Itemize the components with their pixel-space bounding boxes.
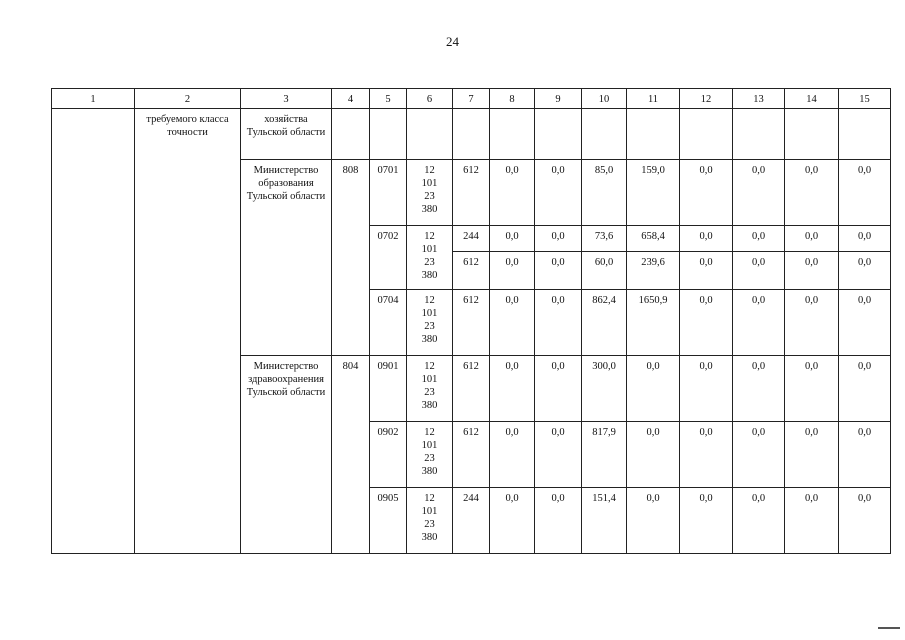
- value-cell-c8: 0,0: [490, 290, 535, 356]
- value-cell-c11: 658,4: [627, 226, 680, 252]
- column-number-1: 1: [52, 89, 135, 109]
- value-cell-c12: 0,0: [680, 252, 733, 290]
- column-number-4: 4: [332, 89, 370, 109]
- target-article-part: 101: [421, 506, 438, 517]
- target-article-part: 12: [424, 361, 435, 372]
- value-cell-c11: 0,0: [627, 488, 680, 554]
- value-cell-c11: 0,0: [627, 356, 680, 422]
- value-cell-c7: 612: [453, 422, 490, 488]
- column-number-5: 5: [370, 89, 407, 109]
- target-article-part: 101: [421, 308, 438, 319]
- value-cell-c10: 85,0: [582, 160, 627, 226]
- target-article-part: 380: [421, 400, 438, 411]
- value-cell-c13: 0,0: [733, 356, 785, 422]
- value-cell-c9: 0,0: [535, 290, 582, 356]
- target-article-part: 23: [424, 321, 435, 332]
- empty-cell: [535, 109, 582, 160]
- target-article-part: 12: [424, 493, 435, 504]
- value-cell-c7: 244: [453, 488, 490, 554]
- column-number-12: 12: [680, 89, 733, 109]
- value-cell-c8: 0,0: [490, 252, 535, 290]
- value-cell-c11: 239,6: [627, 252, 680, 290]
- value-cell-c8: 0,0: [490, 488, 535, 554]
- value-cell-c12: 0,0: [680, 290, 733, 356]
- organization-cell: Министерство здравоохранения Тульской области: [241, 356, 332, 554]
- value-cell-c15: 0,0: [839, 290, 891, 356]
- value-cell-c10: 300,0: [582, 356, 627, 422]
- value-cell-c15: 0,0: [839, 160, 891, 226]
- value-cell-c10: 60,0: [582, 252, 627, 290]
- page-number: 24: [446, 34, 459, 49]
- value-cell-c13: 0,0: [733, 226, 785, 252]
- header-row: [52, 89, 891, 109]
- target-article-cell: [407, 422, 453, 488]
- value-cell-c11: 1650,9: [627, 290, 680, 356]
- target-article-cell: [407, 488, 453, 554]
- value-cell-c11: 0,0: [627, 422, 680, 488]
- column-number-15: 15: [839, 89, 891, 109]
- value-cell-c14: 0,0: [785, 290, 839, 356]
- value-cell-c8: 0,0: [490, 226, 535, 252]
- value-cell-c12: 0,0: [680, 356, 733, 422]
- section-code-cell: 0901: [370, 356, 407, 422]
- value-cell-c9: 0,0: [535, 422, 582, 488]
- empty-cell: [839, 109, 891, 160]
- value-cell-c9: 0,0: [535, 160, 582, 226]
- organization-cell: Министерство образования Тульской области: [241, 160, 332, 356]
- target-article-part: 23: [424, 387, 435, 398]
- target-article-part: 101: [421, 374, 438, 385]
- column-number-10: 10: [582, 89, 627, 109]
- empty-cell: [332, 109, 370, 160]
- organization-cell: хозяйства Тульской области: [241, 109, 332, 160]
- column-number-11: 11: [627, 89, 680, 109]
- empty-cell: [407, 109, 453, 160]
- target-article-part: 380: [421, 466, 438, 477]
- value-cell-c14: 0,0: [785, 226, 839, 252]
- column-number-3: 3: [241, 89, 332, 109]
- column-number-14: 14: [785, 89, 839, 109]
- target-article-part: 12: [424, 427, 435, 438]
- target-article-part: 23: [424, 519, 435, 530]
- value-cell-c13: 0,0: [733, 422, 785, 488]
- target-article-part: 380: [421, 204, 438, 215]
- value-cell-c9: 0,0: [535, 226, 582, 252]
- value-cell-c13: 0,0: [733, 160, 785, 226]
- target-article-cell: [407, 356, 453, 422]
- target-article-part: 12: [424, 231, 435, 242]
- value-cell-c12: 0,0: [680, 226, 733, 252]
- column-1-cell: [52, 109, 135, 554]
- value-cell-c13: 0,0: [733, 488, 785, 554]
- value-cell-c7: 244: [453, 226, 490, 252]
- target-article-cell: [407, 160, 453, 226]
- value-cell-c10: 862,4: [582, 290, 627, 356]
- value-cell-c13: 0,0: [733, 252, 785, 290]
- target-article-part: 380: [421, 334, 438, 345]
- value-cell-c14: 0,0: [785, 488, 839, 554]
- value-cell-c15: 0,0: [839, 422, 891, 488]
- value-cell-c9: 0,0: [535, 488, 582, 554]
- value-cell-c13: 0,0: [733, 290, 785, 356]
- target-article-part: 12: [424, 295, 435, 306]
- value-cell-c10: 151,4: [582, 488, 627, 554]
- value-cell-c10: 73,6: [582, 226, 627, 252]
- value-cell-c9: 0,0: [535, 252, 582, 290]
- empty-cell: [627, 109, 680, 160]
- value-cell-c14: 0,0: [785, 422, 839, 488]
- section-code-cell: 0905: [370, 488, 407, 554]
- target-article-part: 380: [421, 532, 438, 543]
- value-cell-c11: 159,0: [627, 160, 680, 226]
- value-cell-c14: 0,0: [785, 356, 839, 422]
- section-code-cell: 0701: [370, 160, 407, 226]
- value-cell-c7: 612: [453, 290, 490, 356]
- value-cell-c12: 0,0: [680, 488, 733, 554]
- target-article-part: 23: [424, 191, 435, 202]
- value-cell-c14: 0,0: [785, 160, 839, 226]
- table-row: [52, 109, 891, 160]
- value-cell-c9: 0,0: [535, 356, 582, 422]
- target-article-part: 23: [424, 453, 435, 464]
- target-article-part: 101: [421, 440, 438, 451]
- ministry-code-cell: 804: [332, 356, 370, 554]
- value-cell-c7: 612: [453, 160, 490, 226]
- work-description-cell: требуемого класса точности: [135, 109, 241, 554]
- empty-cell: [582, 109, 627, 160]
- value-cell-c12: 0,0: [680, 160, 733, 226]
- section-code-cell: 0702: [370, 226, 407, 290]
- column-number-8: 8: [490, 89, 535, 109]
- empty-cell: [680, 109, 733, 160]
- section-code-cell: 0704: [370, 290, 407, 356]
- value-cell-c12: 0,0: [680, 422, 733, 488]
- target-article-part: 101: [421, 178, 438, 189]
- budget-table: [51, 88, 891, 554]
- section-code-cell: 0902: [370, 422, 407, 488]
- column-number-13: 13: [733, 89, 785, 109]
- value-cell-c15: 0,0: [839, 356, 891, 422]
- empty-cell: [733, 109, 785, 160]
- target-article-part: 12: [424, 165, 435, 176]
- target-article-cell: [407, 226, 453, 290]
- empty-cell: [785, 109, 839, 160]
- empty-cell: [490, 109, 535, 160]
- value-cell-c8: 0,0: [490, 356, 535, 422]
- value-cell-c8: 0,0: [490, 422, 535, 488]
- target-article-part: 380: [421, 270, 438, 281]
- column-number-7: 7: [453, 89, 490, 109]
- target-article-cell: [407, 290, 453, 356]
- value-cell-c15: 0,0: [839, 226, 891, 252]
- column-number-6: 6: [407, 89, 453, 109]
- empty-cell: [453, 109, 490, 160]
- ministry-code-cell: 808: [332, 160, 370, 356]
- page-edge-mark: [878, 627, 900, 629]
- value-cell-c14: 0,0: [785, 252, 839, 290]
- value-cell-c7: 612: [453, 356, 490, 422]
- value-cell-c8: 0,0: [490, 160, 535, 226]
- column-number-2: 2: [135, 89, 241, 109]
- value-cell-c7: 612: [453, 252, 490, 290]
- value-cell-c15: 0,0: [839, 252, 891, 290]
- value-cell-c15: 0,0: [839, 488, 891, 554]
- target-article-part: 101: [421, 244, 438, 255]
- empty-cell: [370, 109, 407, 160]
- value-cell-c10: 817,9: [582, 422, 627, 488]
- column-number-9: 9: [535, 89, 582, 109]
- target-article-part: 23: [424, 257, 435, 268]
